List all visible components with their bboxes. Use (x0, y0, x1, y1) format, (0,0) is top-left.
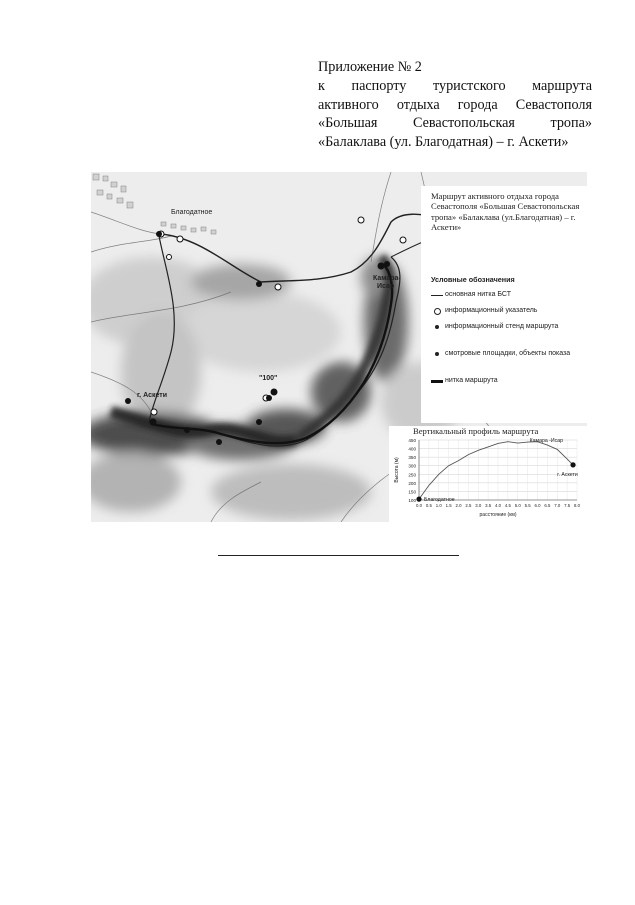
x-tick-label: 6.0 (534, 503, 541, 508)
info-sign-marker (167, 255, 172, 260)
x-tick-label: 1.5 (445, 503, 452, 508)
y-tick-label: 300 (408, 463, 416, 469)
appendix-number: Приложение № 2 (318, 59, 422, 75)
y-tick-label: 250 (408, 472, 416, 478)
viewpoint-marker (378, 263, 385, 270)
label-point-100: "100" (259, 375, 278, 382)
x-tick-label: 0.0 (416, 503, 422, 508)
viewpoint-marker (256, 419, 262, 425)
legend-open-circle-icon (431, 307, 443, 316)
viewpoint-marker (184, 427, 190, 433)
x-tick-label: 5.0 (514, 503, 521, 508)
profile-chart (389, 426, 587, 522)
divider-line (218, 555, 459, 556)
x-axis-title: расстояние (км) (479, 512, 517, 518)
y-tick-label: 350 (408, 455, 416, 461)
label-kamara-2: Исар (377, 283, 395, 290)
elevation-profile (389, 426, 587, 522)
x-tick-label: 3.5 (485, 503, 492, 508)
appendix-heading (318, 58, 592, 152)
label-blagodatnoe: Благодатное (171, 209, 213, 216)
end-label: г. Аскети (557, 471, 578, 478)
x-tick-label: 4.5 (504, 503, 511, 508)
x-tick-label: 3.0 (475, 503, 482, 508)
info-sign-marker (275, 284, 281, 290)
y-tick-label: 100 (408, 498, 416, 503)
profile-line (419, 442, 573, 499)
end-point (570, 462, 575, 467)
viewpoint-marker (384, 261, 390, 267)
route-map (91, 172, 587, 522)
x-tick-label: 7.0 (554, 503, 561, 508)
appendix-line-2: к паспорту туристского маршрута (318, 77, 592, 94)
y-tick-label: 200 (408, 480, 416, 486)
x-tick-label: 5.5 (524, 503, 531, 508)
legend-subtitle: Условные обозначения (431, 275, 515, 284)
viewpoint-marker (150, 419, 157, 426)
x-tick-label: 1.0 (435, 503, 442, 508)
x-tick-label: 4.0 (495, 503, 501, 508)
label-kamara-1: Камара- (373, 275, 401, 282)
x-tick-label: 7.5 (564, 503, 571, 508)
info-sign-marker (358, 217, 364, 223)
y-tick-label: 150 (408, 489, 416, 495)
y-tick-label: 450 (408, 438, 416, 443)
legend-dot-icon (431, 350, 443, 359)
legend-title: Маршрут активного отдыха города Севастополя «Большая Севастопольская тропа» «Балаклава (ул.Благодатная) – г. Аскети» (431, 191, 580, 232)
legend-line-icon (431, 291, 443, 300)
viewpoint-marker (266, 395, 272, 401)
start-label: Благодатное (424, 497, 455, 504)
appendix-line-3: активного отдыха города Севастополя (318, 96, 592, 113)
info-sign-marker (177, 236, 183, 242)
y-tick-label: 400 (408, 446, 416, 452)
appendix-line-5: «Балаклава (ул. Благодатная) – г. Аскети» (318, 134, 569, 151)
legend-thick-line-icon (431, 377, 443, 386)
viewpoint-marker (125, 398, 131, 404)
start-point (416, 497, 421, 502)
info-sign-marker (151, 409, 157, 415)
x-tick-label: 6.5 (544, 503, 551, 508)
x-tick-label: 2.5 (465, 503, 472, 508)
label-asketi: г. Аскети (137, 392, 167, 399)
info-sign-marker (400, 237, 406, 243)
y-axis-title: Высота (м) (394, 457, 400, 483)
info-stand-marker (156, 231, 162, 237)
x-tick-label: 8.0 (574, 503, 580, 508)
legend-dot-icon (431, 323, 443, 332)
info-stand-marker (256, 281, 262, 287)
x-tick-label: 0.5 (425, 503, 432, 508)
x-tick-label: 2.0 (455, 503, 462, 508)
viewpoint-marker (216, 439, 222, 445)
viewpoint-marker (271, 389, 278, 396)
appendix-line-4: «Большая Севастопольская тропа» (318, 115, 592, 132)
map-legend: Маршрут активного отдыха города Севастополя «Большая Севастопольская тропа» «Балаклава (ул.Благодатная) – г. Аскети» Условные обозначения основная нитка БСТ информационный указатель информационный стенд маршрута смотровые площадки, объекты показа нитка маршрута (421, 186, 587, 423)
peak-label: Камара -Исар (529, 438, 563, 444)
profile-title: Вертикальный профиль маршрута (413, 426, 539, 436)
